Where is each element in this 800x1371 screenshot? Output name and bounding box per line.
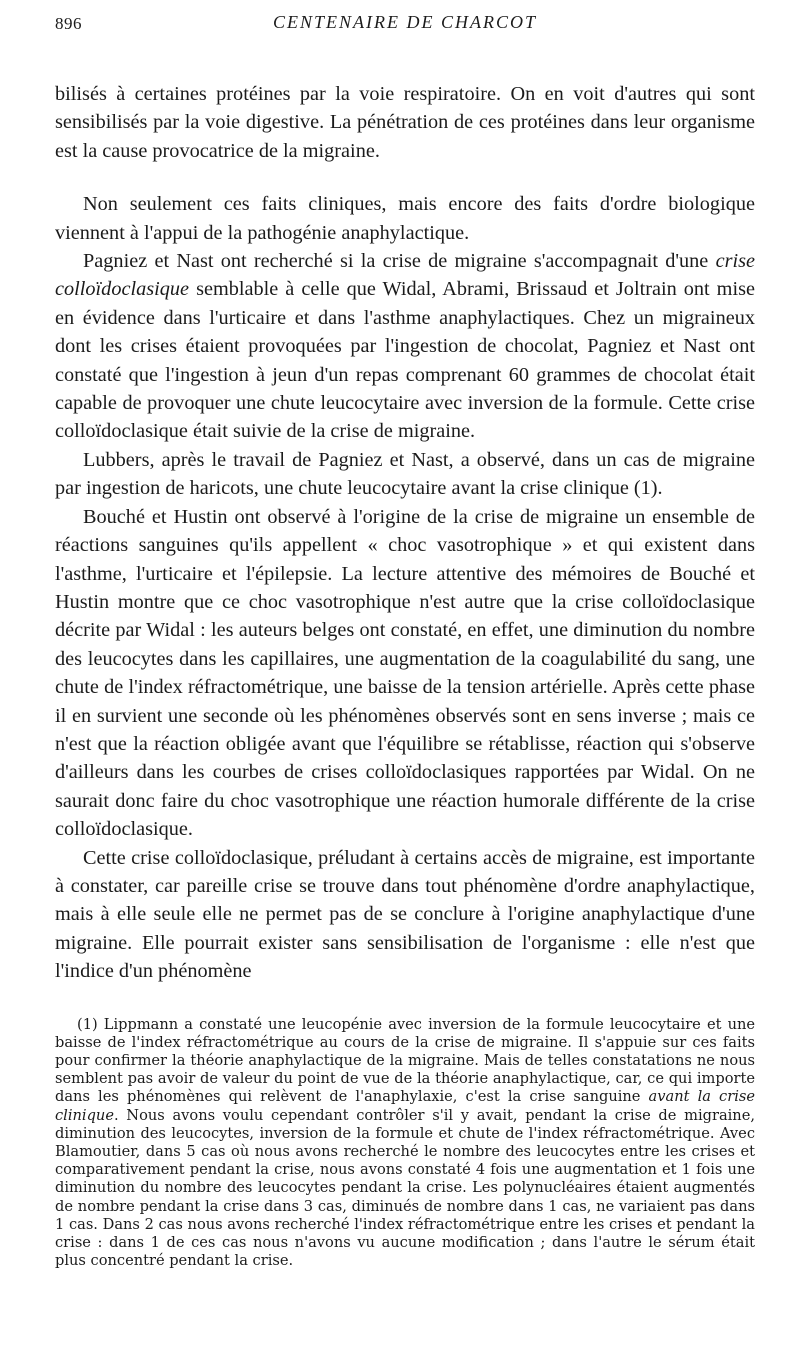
text-run: (1) Lippmann a constaté une leucopénie avec inversion de la formule leucocytaire et une baisse de l'index réfractométrique au cours de la crise de migraine. Il s'appuie sur ces faits pour confirmer la théorie anaphylactique de la migraine. Mais de telles constatations ne nous semblent pas avoir de valeur du point de vue de la théorie anaphylactique, car, ce qui importe dans les phénomènes qui relèvent de l'anaphylaxie, c'est la crise sanguine: [55, 1015, 755, 1106]
paragraph: [55, 844, 755, 986]
italic-text: crise colloïdoclasique: [55, 250, 755, 301]
text-run: Lubbers, après le travail de Pagniez et Nast, a observé, dans un cas de migraine par ingestion de haricots, une chute leucocytaire avant la crise clinique (1).: [55, 448, 755, 500]
text-run: Non seulement ces faits cliniques, mais encore des faits d'ordre biologique viennent à l'appui de la pathogénie anaphylactique.: [55, 193, 755, 244]
text-run: Bouché et Hustin ont observé à l'origine de la crise de migraine un ensemble de réactions sanguines qu'ils appellent « choc vasotrophique » et qui existent dans l'asthme, l'urticaire et l'épilepsie. La lecture attentive des mémoires de Bouché et Hustin montre que ce choc vasotrophique n'est autre que la crise colloïdoclasique décrite par Widal : les auteurs belges ont constaté, en effet, une diminution du nombre des leucocytes dans les capillaires, une augmentation de la coagulabilité du sang, une chute de l'index réfractométrique, une baisse de la tension artérielle. Après cette phase il en survient une seconde où les phénomènes observés sont en sens inverse ; mais ce n'est que la réaction obligée avant que l'équilibre se rétablisse, réaction qui s'observe d'ailleurs dans les courbes de crises colloïdoclasiques rapportées par Widal. On ne saurait donc faire du choc vasotrophique une réaction humorale différente de la crise colloïdoclasique.: [55, 505, 755, 841]
text-run: . Nous avons voulu cependant contrôler s'il y avait, pendant la crise de migraine, diminution des leucocytes, inversion de la formule et chute de l'index réfractométrique. Avec Blamoutier, dans 5 cas où nous avons recherché le nombre des leucocytes entre les crises et comparativement pendant la crise, nous avons constaté 4 fois une augmentation et 1 fois une diminution du nombre des leucocytes pendant la crise. Les polynucléaires étaient augmentés de nombre pendant la crise dans 3 cas, diminués de nombre dans 1 cas, ne variaient pas dans 1 cas. Dans 2 cas nous avons recherché l'index réfractométrique entre les crises et pendant la crise : dans 1 de ces cas nous n'avons vu aucune modification ; dans l'autre le sérum était plus concentré pendant la crise.: [55, 1106, 755, 1270]
footnote: [55, 1016, 755, 1271]
footnote-text: [55, 1016, 755, 1271]
paragraph: [55, 503, 755, 844]
paragraph: [55, 80, 755, 165]
running-title: CENTENAIRE DE CHARCOT: [272, 12, 537, 32]
text-run: Pagniez et Nast ont recherché si la crise de migraine s'accompagnait d'une: [83, 250, 716, 273]
paragraph: [55, 446, 755, 503]
page-header: [55, 0, 755, 40]
text-run: Cette crise colloïdoclasique, préludant à certains accès de migraine, est importante à constater, car pareille crise se trouve dans tout phénomène d'ordre anaphylactique, mais à elle seule elle ne permet pas de se conclure à l'origine anaphylactique d'une migraine. Elle pourrait exister sans sensibilisation de l'organisme : elle n'est que l'indice d'un phénomène: [55, 846, 755, 983]
text-run: bilisés à certaines protéines par la voie respiratoire. On en voit d'autres qui sont sensibilisés par la voie digestive. La pénétration de ces protéines dans leur organisme est la cause provocatrice de la migraine.: [55, 83, 755, 162]
italic-text: avant la crise clinique: [55, 1088, 755, 1124]
text-run: semblable à celle que Widal, Abrami, Brissaud et Joltrain ont mise en évidence dans l'urticaire et dans l'asthme anaphylactiques. Chez un migraineux dont les crises étaient provoquées par l'ingestion de chocolat, Pagniez et Nast ont constaté que l'ingestion à jeun d'un repas comprenant 60 grammes de chocolat était capable de provoquer une chute leucocytaire avec inversion de la formule. Cette crise colloïdoclasique était suivie de la crise de migraine.: [55, 278, 755, 443]
book-page: [55, 0, 755, 1270]
paragraph: [55, 247, 755, 446]
page-number: 896: [55, 14, 82, 33]
body-text: [55, 80, 755, 986]
paragraph: [55, 190, 755, 247]
